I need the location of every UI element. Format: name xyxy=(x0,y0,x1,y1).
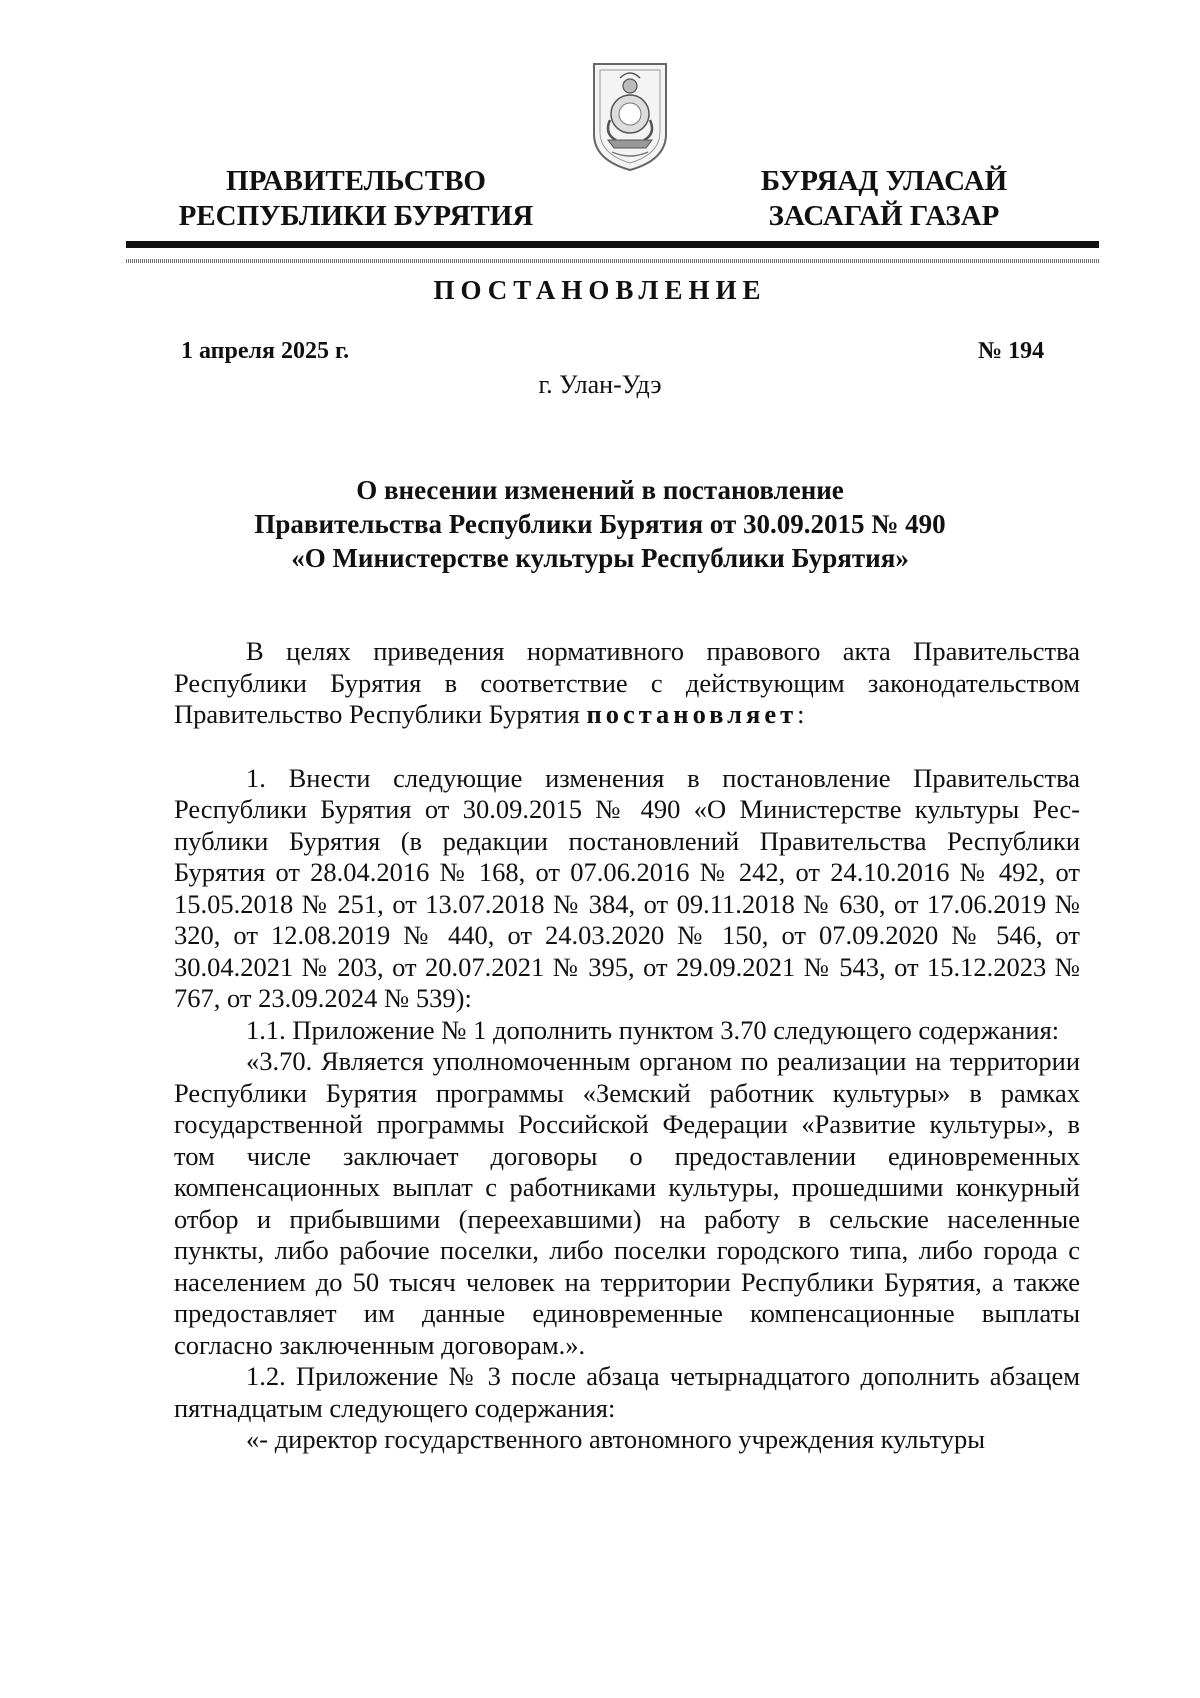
government-name-russian xyxy=(168,164,544,234)
resolution-keyword: постановляет xyxy=(586,699,798,729)
document-type: ПОСТАНОВЛЕНИЕ xyxy=(433,275,767,305)
preamble-paragraph xyxy=(174,636,1080,731)
preamble-text: В целях приведения нормативного правового акта Правительства Республики Бурятия в соответствие с действующим законодательством Правительство Республики Бурятия xyxy=(174,636,1080,729)
header-divider-thin xyxy=(126,259,1099,263)
government-name-line1: ПРАВИТЕЛЬСТВО xyxy=(226,165,486,197)
clause-3-70: «3.70. Является уполномоченным органом по реализации на территории Республики Бурятия программы «Земский работник культуры» в рамках государственной программы Российской Федерации «Развитие культуры», в том числе заключает договоры о предоставлении единовременных компенсационных выплат с работниками культуры, прошедшими конкурный отбор и прибывшими (переехавшими) на работу в сельские населенные пункты, либо рабочие поселки, либо поселки городского типа, либо города с населением до 50 тысяч человек на территории Республики Бурятия, а также предоставляет им данные единовременные компенсационные выплаты согласно заключенным договорам.». xyxy=(174,1046,1080,1360)
document-date: 1 апреля 2025 г. xyxy=(181,338,350,364)
document-title xyxy=(170,473,1030,575)
government-name-buryat-line1: БУРЯАД УЛАСАЙ xyxy=(760,165,1008,197)
clause-1: 1. Внести следующие изменения в постановление Правительства Республики Бурятия от 30.09.2015 № 490 «О Министерстве культуры Республики Бурятия (в редакции постановлений Правительства Республики Бурятия от 28.04.2016 № 168, от 07.06.2016 № 242, от 24.10.2016 № 492, от 15.05.2018 № 251, от 13.07.2018 № 384, от 09.11.2018 № 630, от 17.06.2019 № 320, от 12.08.2019 № 440, от 24.03.2020 № 150, от 07.09.2020 № 546, от 30.04.2021 № 203, от 20.07.2021 № 395, от 29.09.2021 № 543, от 15.12.2023 № 767, от 23.09.2024 № 539): xyxy=(174,762,1080,1013)
government-name-buryat xyxy=(734,164,1034,234)
header-divider xyxy=(126,241,1099,248)
document-body xyxy=(174,636,1080,1456)
coat-of-arms-icon xyxy=(588,56,672,174)
title-line3: «О Министерстве культуры Республики Бурятия» xyxy=(291,543,909,573)
preamble-colon: : xyxy=(797,699,805,729)
clause-quote-start: «- директор государственного автономного учреждения культуры xyxy=(246,1424,986,1454)
government-name-buryat-line2: ЗАСАГАЙ ГАЗАР xyxy=(768,200,1000,232)
title-line2: Правительства Республики Бурятия от 30.09.2015 № 490 xyxy=(254,509,946,539)
document-number: № 194 xyxy=(978,338,1045,364)
clause-1-2: 1.2. Приложение № 3 после абзаца четырнадцатого дополнить абзацем пятнадцатым следующего содержания: xyxy=(174,1361,1080,1423)
title-line1: О внесении изменений в постановление xyxy=(356,475,844,505)
government-name-line2: РЕСПУБЛИКИ БУРЯТИЯ xyxy=(178,200,534,232)
clause-1-1: 1.1. Приложение № 1 дополнить пунктом 3.70 следующего содержания: xyxy=(246,1014,1060,1045)
document-city: г. Улан-Удэ xyxy=(538,370,662,399)
